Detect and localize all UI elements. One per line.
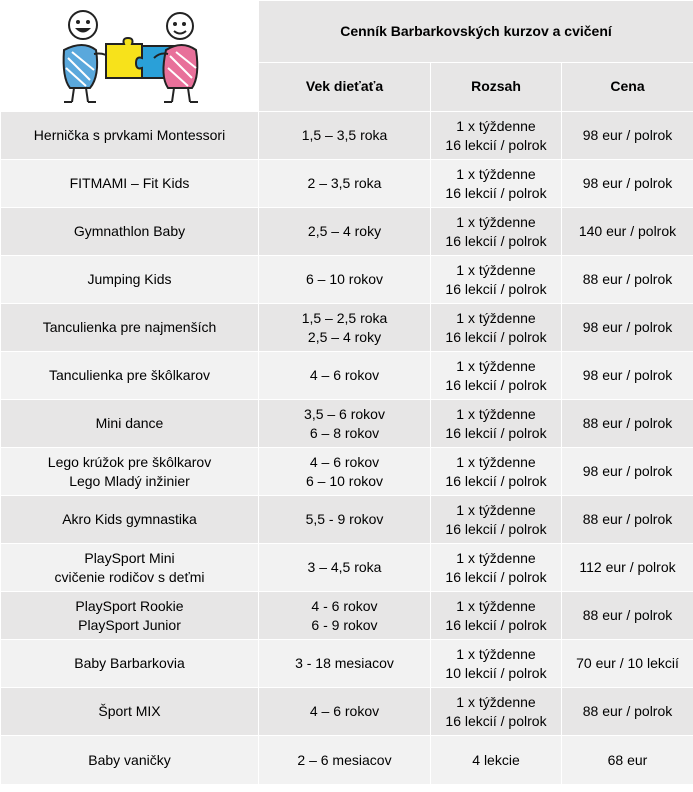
scope-line: 1 x týždenne bbox=[456, 405, 536, 422]
scope-cell bbox=[431, 640, 562, 688]
age-line: 3,5 – 6 rokov bbox=[304, 405, 385, 422]
scope-line: 1 x týždenne bbox=[456, 501, 536, 518]
table-row bbox=[1, 688, 693, 736]
price-cell: 88 eur / polrok bbox=[562, 400, 693, 448]
course-name-cell bbox=[1, 352, 259, 400]
scope-cell bbox=[431, 592, 562, 640]
scope-cell bbox=[431, 400, 562, 448]
age-cell bbox=[259, 448, 431, 496]
scope-line: 1 x týždenne bbox=[456, 693, 536, 710]
scope-line: 1 x týždenne bbox=[456, 453, 536, 470]
course-name-cell bbox=[1, 448, 259, 496]
price-cell: 98 eur / polrok bbox=[562, 448, 693, 496]
table-row bbox=[1, 544, 693, 592]
scope-line: 16 lekcií / polrok bbox=[445, 376, 547, 393]
age-line: 6 – 10 rokov bbox=[305, 472, 384, 489]
scope-cell bbox=[431, 208, 562, 256]
course-name-cell bbox=[1, 208, 259, 256]
scope-line: 1 x týždenne bbox=[456, 357, 536, 374]
table-row bbox=[1, 640, 693, 688]
scope-line: 1 x týždenne bbox=[456, 597, 536, 614]
age-cell bbox=[259, 592, 431, 640]
price-cell: 88 eur / polrok bbox=[562, 496, 693, 544]
course-name-cell bbox=[1, 736, 259, 785]
age-line: 3 - 18 mesiacov bbox=[295, 655, 394, 671]
scope-line: 1 x týždenne bbox=[456, 645, 536, 662]
course-name-line: Mini dance bbox=[95, 415, 164, 431]
course-name-cell bbox=[1, 592, 259, 640]
scope-cell bbox=[431, 304, 562, 352]
course-name-line: Gymnathlon Baby bbox=[73, 223, 186, 239]
age-line: 1,5 – 3,5 roka bbox=[301, 127, 388, 143]
scope-line: 1 x týždenne bbox=[456, 165, 536, 182]
age-line: 2 – 3,5 roka bbox=[307, 175, 382, 191]
price-cell: 70 eur / 10 lekcií bbox=[562, 640, 693, 688]
table-row bbox=[1, 208, 693, 256]
age-line: 4 – 6 rokov bbox=[309, 367, 380, 383]
scope-line: 16 lekcií / polrok bbox=[445, 520, 547, 537]
table-row bbox=[1, 592, 693, 640]
age-cell bbox=[259, 304, 431, 352]
course-name-cell bbox=[1, 496, 259, 544]
table-title: Cenník Barbarkovských kurzov a cvičení bbox=[259, 1, 693, 63]
course-name-cell bbox=[1, 544, 259, 592]
course-name-line: Tanculienka pre najmenších bbox=[42, 319, 217, 335]
scope-line: 1 x týždenne bbox=[456, 309, 536, 326]
age-line: 2 – 6 mesiacov bbox=[297, 751, 392, 768]
price-cell: 88 eur / polrok bbox=[562, 688, 693, 736]
age-line: 6 - 9 rokov bbox=[311, 616, 378, 633]
pricing-table-body bbox=[1, 1, 693, 785]
age-cell bbox=[259, 688, 431, 736]
age-cell bbox=[259, 544, 431, 592]
course-name-line: Hernička s prvkami Montessori bbox=[33, 127, 226, 143]
table-row bbox=[1, 496, 693, 544]
table-row bbox=[1, 160, 693, 208]
age-line: 6 – 10 rokov bbox=[305, 271, 384, 287]
scope-line: 16 lekcií / polrok bbox=[445, 568, 547, 585]
age-line: 2,5 – 4 roky bbox=[307, 223, 382, 239]
age-cell bbox=[259, 400, 431, 448]
age-line: 4 – 6 rokov bbox=[309, 453, 380, 470]
course-name-line: Jumping Kids bbox=[87, 271, 172, 287]
scope-line: 16 lekcií / polrok bbox=[445, 424, 547, 441]
scope-cell bbox=[431, 688, 562, 736]
scope-cell bbox=[431, 736, 562, 785]
price-cell: 140 eur / polrok bbox=[562, 208, 693, 256]
course-name-cell bbox=[1, 256, 259, 304]
scope-line: 16 lekcií / polrok bbox=[445, 328, 547, 345]
course-name-line: cvičenie rodičov s deťmi bbox=[54, 568, 205, 585]
price-cell: 68 eur bbox=[562, 736, 693, 785]
scope-line: 16 lekcií / polrok bbox=[445, 616, 547, 633]
price-cell: 88 eur / polrok bbox=[562, 592, 693, 640]
age-line: 6 – 8 rokov bbox=[309, 424, 380, 441]
scope-line: 10 lekcií / polrok bbox=[445, 664, 547, 681]
course-name-line: PlaySport Mini bbox=[84, 549, 175, 566]
course-name-cell bbox=[1, 640, 259, 688]
table-row bbox=[1, 736, 693, 785]
scope-line: 16 lekcií / polrok bbox=[445, 280, 547, 297]
scope-cell bbox=[431, 256, 562, 304]
price-cell: 98 eur / polrok bbox=[562, 304, 693, 352]
table-row bbox=[1, 304, 693, 352]
table-row bbox=[1, 448, 693, 496]
course-name-line: Akro Kids gymnastika bbox=[62, 511, 197, 527]
title-row bbox=[1, 1, 693, 63]
course-name-line: Lego krúžok pre škôlkarov bbox=[47, 453, 212, 470]
scope-line: 16 lekcií / polrok bbox=[445, 472, 547, 489]
course-name-line: Baby vaničky bbox=[88, 751, 171, 768]
scope-line: 16 lekcií / polrok bbox=[445, 712, 547, 729]
course-name-cell bbox=[1, 160, 259, 208]
price-cell: 98 eur / polrok bbox=[562, 112, 693, 160]
price-cell: 98 eur / polrok bbox=[562, 352, 693, 400]
age-line: 2,5 – 4 roky bbox=[307, 328, 382, 345]
price-cell: 88 eur / polrok bbox=[562, 256, 693, 304]
scope-cell bbox=[431, 352, 562, 400]
column-header-age: Vek dieťaťa bbox=[259, 62, 431, 111]
price-cell: 98 eur / polrok bbox=[562, 160, 693, 208]
price-cell: 112 eur / polrok bbox=[562, 544, 693, 592]
age-line: 5,5 - 9 rokov bbox=[305, 511, 384, 527]
logo-cell bbox=[1, 1, 259, 112]
age-cell bbox=[259, 640, 431, 688]
course-name-line: FITMAMI – Fit Kids bbox=[69, 175, 190, 191]
course-name-line: Lego Mladý inžinier bbox=[69, 472, 190, 489]
course-name-cell bbox=[1, 688, 259, 736]
column-header-price: Cena bbox=[562, 62, 693, 111]
course-name-cell bbox=[1, 112, 259, 160]
scope-line: 1 x týždenne bbox=[456, 213, 536, 230]
scope-line: 1 x týždenne bbox=[456, 117, 536, 134]
table-row bbox=[1, 400, 693, 448]
age-cell bbox=[259, 256, 431, 304]
table-row bbox=[1, 352, 693, 400]
scope-line: 16 lekcií / polrok bbox=[445, 136, 547, 153]
age-cell bbox=[259, 352, 431, 400]
course-name-line: Šport MIX bbox=[98, 703, 161, 719]
age-line: 3 – 4,5 roka bbox=[307, 559, 382, 575]
age-line: 4 – 6 rokov bbox=[309, 703, 380, 719]
age-cell bbox=[259, 736, 431, 785]
scope-cell bbox=[431, 112, 562, 160]
course-name-cell bbox=[1, 304, 259, 352]
age-line: 4 - 6 rokov bbox=[311, 597, 378, 614]
course-name-line: PlaySport Junior bbox=[78, 616, 181, 633]
age-cell bbox=[259, 208, 431, 256]
age-cell bbox=[259, 112, 431, 160]
scope-cell bbox=[431, 448, 562, 496]
age-cell bbox=[259, 496, 431, 544]
age-cell bbox=[259, 160, 431, 208]
column-header-scope: Rozsah bbox=[431, 62, 562, 111]
scope-cell bbox=[431, 160, 562, 208]
scope-line: 1 x týždenne bbox=[456, 261, 536, 278]
course-name-cell bbox=[1, 400, 259, 448]
scope-cell bbox=[431, 544, 562, 592]
kids-holding-puzzle-illustration bbox=[50, 6, 210, 106]
scope-line: 16 lekcií / polrok bbox=[445, 232, 547, 249]
course-name-line: Tanculienka pre škôlkarov bbox=[48, 367, 211, 383]
course-name-line: PlaySport Rookie bbox=[75, 597, 184, 614]
scope-line: 1 x týždenne bbox=[456, 549, 536, 566]
scope-line: 4 lekcie bbox=[472, 751, 520, 768]
scope-cell bbox=[431, 496, 562, 544]
age-line: 1,5 – 2,5 roka bbox=[301, 309, 388, 326]
table-row bbox=[1, 112, 693, 160]
scope-line: 16 lekcií / polrok bbox=[445, 184, 547, 201]
course-name-line: Baby Barbarkovia bbox=[74, 655, 185, 671]
table-row bbox=[1, 256, 693, 304]
